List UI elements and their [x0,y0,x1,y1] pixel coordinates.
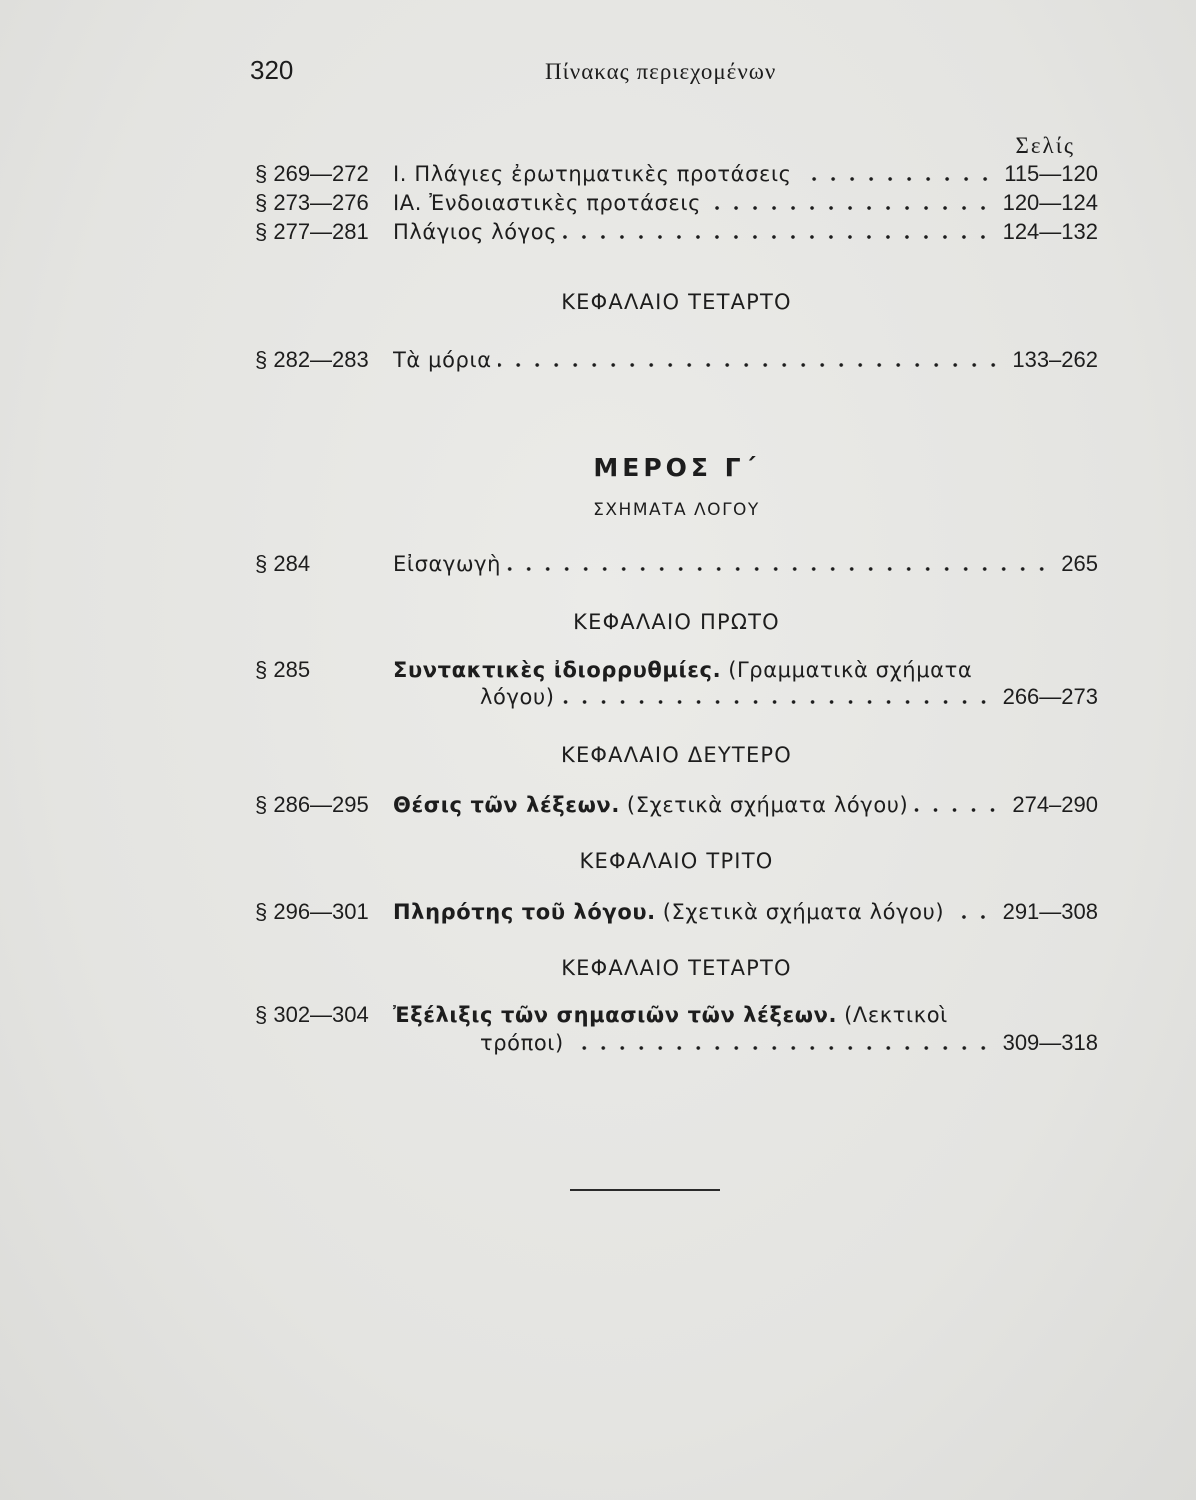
page-range: 309—318 [1002,1030,1098,1055]
toc-entry [255,655,1098,685]
toc-entry [255,549,1098,579]
dot-leader [798,159,999,189]
page-range: 124—132 [1002,219,1098,244]
section-range: § 277—281 [255,219,369,244]
part-title: ΜΕΡΟΣ Γ΄ [593,453,760,482]
chapter-heading: ΚΕΦΑΛΑΙΟ ΤΡΙΤΟ [579,849,774,873]
section-range: § 282—283 [255,347,369,372]
toc-entry [255,345,1098,375]
toc-entry [255,159,1098,189]
section-range: § 269—272 [255,161,369,186]
section-range: § 273—276 [255,190,369,215]
entry-note-continued: λόγου) [480,685,555,709]
entry-title: Ι. Πλάγιες ἐρωτηματικὲς προτάσεις [393,162,792,186]
toc-entry [255,1000,1098,1030]
section-range: § 286—295 [255,792,369,817]
entry-main-title: Συντακτικὲς ἰδιορρυθμίες. [393,658,722,682]
entry-title [393,1000,948,1030]
toc-entry [255,790,1098,820]
entry-title [393,655,972,685]
dot-leader [570,1028,997,1058]
page-range: 115—120 [1004,161,1098,186]
dot-leader [950,897,996,927]
entry-title: Τὰ μόρια [393,348,492,372]
chapter-heading: ΚΕΦΑΛΑΙΟ ΔΕΥΤΕΡΟ [560,743,792,767]
entry-title: Εἰσαγωγὴ [393,552,502,576]
dot-leader [563,217,996,247]
part-subtitle: ΣΧΗΜΑΤΑ ΛΟΓΟΥ [593,500,760,520]
page-range: 120—124 [1002,190,1098,215]
section-range: § 296—301 [255,899,369,924]
pages-column-label: Σελίς [1015,133,1075,158]
page-number: 320 [250,55,294,85]
dot-leader [507,549,1055,579]
dot-leader [561,682,997,712]
toc-entry [255,217,1098,247]
dot-leader [707,188,997,218]
entry-note-continued: τρόποι) [480,1031,564,1055]
running-title: Πίνακας περιεχομένων [545,59,777,84]
page-range: 274–290 [1012,792,1098,817]
chapter-heading: ΚΕΦΑΛΑΙΟ ΤΕΤΑΡΤΟ [561,956,792,980]
page-range: 291—308 [1002,899,1098,924]
toc-entry-continuation [255,682,1098,712]
entry-note: (Σχετικὰ σχήματα λόγου) [626,793,909,817]
chapter-heading: ΚΕΦΑΛΑΙΟ ΠΡΩΤΟ [573,610,780,634]
page-range: 266—273 [1002,684,1098,709]
dot-leader [498,345,1007,375]
toc-entry-continuation [255,1028,1098,1058]
entry-main-title: Ἐξέλιξις τῶν σημασιῶν τῶν λέξεων. [393,1003,838,1027]
toc-entry [255,897,1098,927]
entry-note: (Σχετικὰ σχήματα λόγου) [662,900,945,924]
entry-title [393,790,908,820]
chapter-heading: ΚΕΦΑΛΑΙΟ ΤΕΤΑΡΤΟ [561,290,792,314]
toc-entry [255,188,1098,218]
page-range: 265 [1061,551,1098,576]
entry-main-title: Πληρότης τοῦ λόγου. [393,900,656,924]
section-range: § 284 [255,551,311,576]
page-range: 133–262 [1012,347,1098,372]
entry-note: (Λεκτικοὶ [844,1003,948,1027]
entry-title: Πλάγιος λόγος [393,220,558,244]
entry-title [393,897,944,927]
section-range: § 285 [255,657,311,682]
dot-leader [914,790,1006,820]
section-range: § 302—304 [255,1002,369,1027]
entry-title: ΙΑ. Ἐνδοιαστικὲς προτάσεις [393,191,702,215]
end-rule [570,1189,720,1191]
entry-main-title: Θέσις τῶν λέξεων. [393,793,620,817]
entry-note: (Γραμματικὰ σχήματα [728,658,973,682]
